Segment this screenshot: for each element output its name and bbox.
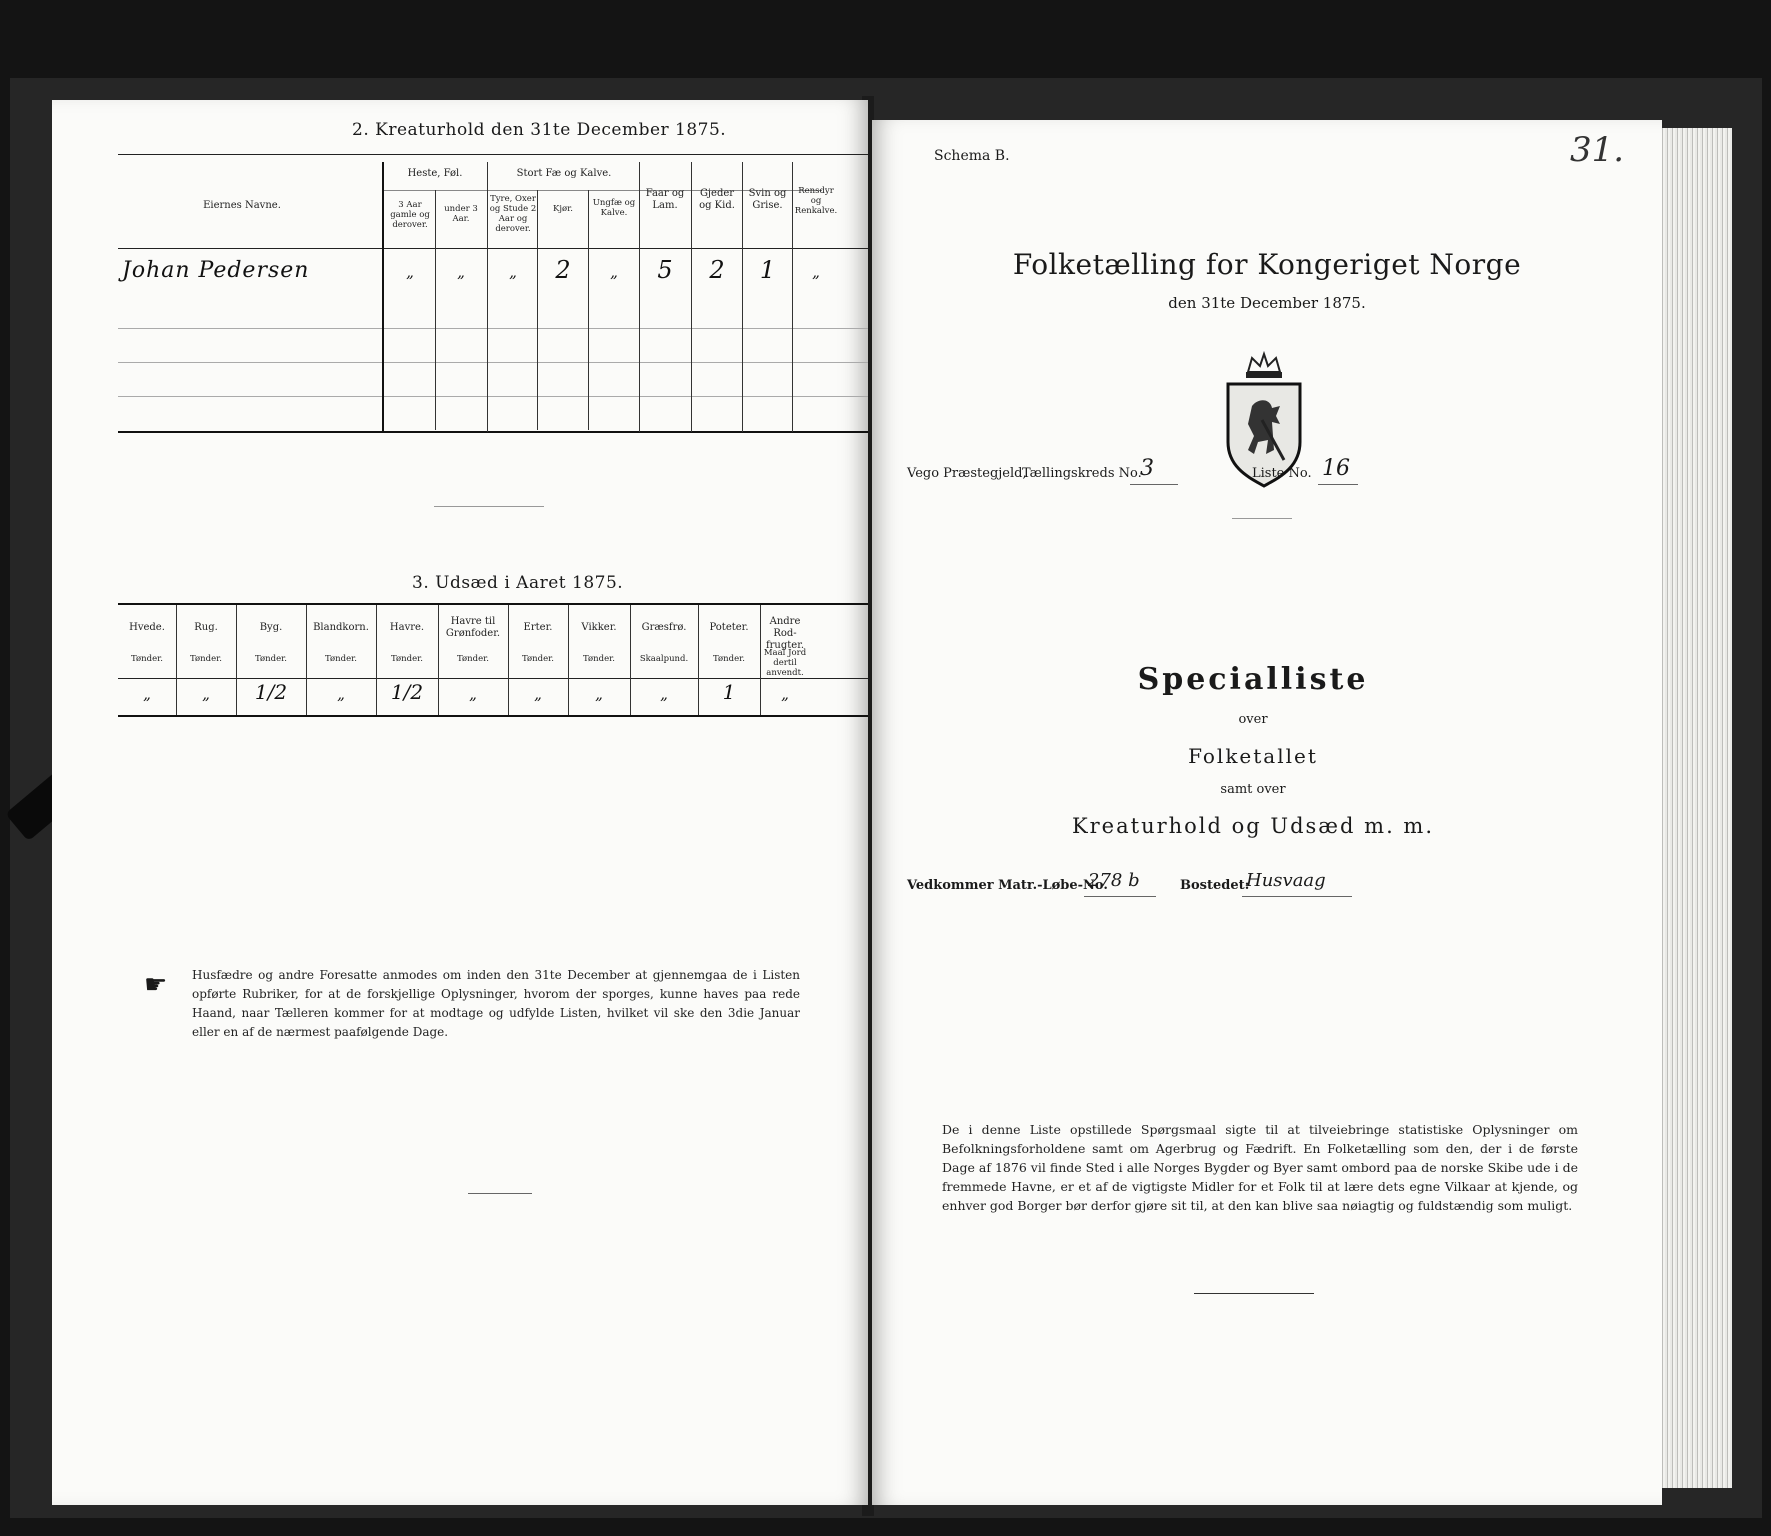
t3-value-10: „ [781,685,789,703]
cell-heste-3aar: „ [406,263,414,281]
t3-header-7: Vikker. [581,622,617,633]
cell-rensdyr: „ [812,263,820,281]
t3-value-0: „ [143,685,151,703]
cell-stort-ungfae: „ [610,263,618,281]
prestegjeld: Vego Præstegjeld, [907,466,1027,481]
header-rensdyr: Rensdyr og Renkalve. [794,186,838,216]
t2-header-rule [118,248,868,249]
t3-unit-7: Tønder. [583,654,615,664]
left-page [52,100,868,1505]
t3-unit-9: Tønder. [713,654,745,664]
t3-unit-2: Tønder. [255,654,287,664]
specialliste-title: Specialliste [1137,662,1369,697]
divider [434,506,544,507]
notice-text: Husfædre og andre Foresatte anmodes om inden den 31te December at gjennemgaa de i Listen opførte Rubriker, for at de forskjellige Oplysninger, hvorom der sporges, kunne haves paa rede Haand, naar Tælleren kommer for at modtage og udfylde Listen, hvilket vil ske den 3die Januar eller en af de nærmest paafølgende Dage. [192,968,800,1039]
header-gjeder: Gjeder og Kid. [699,188,735,211]
t3-header-10: Andre Rod-frugter. [765,616,805,651]
t3-header-rule [118,678,868,679]
t3-header-5: Havre til Grønfoder. [445,616,501,639]
t3-unit-10: Maal Jord dertil anvendt. [763,648,807,678]
t3-unit-3: Tønder. [325,654,357,664]
schema-label: Schema B. [934,148,1010,164]
t3-value-1: „ [202,685,210,703]
t3-unit-6: Tønder. [522,654,554,664]
header-heste-3aar: 3 Aar gamle og derover. [390,200,430,230]
footer-text: De i denne Liste opstillede Spørgsmaal sigte til at tilveiebringe statistiske Oplysninger om Befolkningsforholdene samt om Agerbrug og Fædrift. En Folketælling som den, der i de første Dage af 1876 vil finde Sted i alle Norges Bygder og Byer samt ombord paa de norske Skibe ude i de fremmede Havne, er et af de vigtigste Midler for et Folk til at lære dets egne Vilkaar at kjende, og enhver god Borger bør derfor gjøre sit til, at den kan blive saa nøiagtig og fuldstændig som muligt. [942,1122,1578,1213]
t3-value-9: 1 [722,680,736,704]
cell-stort-kjor: 2 [555,256,571,284]
t3-header-3: Blandkorn. [313,622,369,633]
kreds-no: 3 [1140,456,1154,481]
t3-header-2: Byg. [259,622,283,633]
page-edges [1660,128,1732,1488]
kreds-label: Tællingskreds No. [1022,466,1142,481]
header-heste-under: under 3 Aar. [444,204,478,224]
t3-header-8: Græsfrø. [641,622,687,633]
header-owner: Eiernes Navne. [203,200,281,211]
cell-gjeder: 2 [709,256,725,284]
folketallet: Folketallet [1188,744,1318,768]
t3-unit-1: Tønder. [190,654,222,664]
cell-faar: 5 [657,256,673,284]
t3-unit-0: Tønder. [131,654,163,664]
matr-label: Vedkommer Matr.-Løbe-No. [907,878,1108,893]
pointing-hand-icon: ☛ [144,970,168,1000]
t3-value-8: „ [660,685,668,703]
main-date: den 31te December 1875. [1168,294,1366,312]
cell-heste-under: „ [457,263,465,281]
samt-over-label: samt over [1220,782,1286,797]
t3-bottom-rule [118,715,868,717]
t2-bottom-rule [118,431,868,433]
right-page [872,120,1662,1505]
header-stort-kjor: Kjør. [553,204,573,214]
main-title: Folketælling for Kongeriget Norge [1012,248,1522,281]
cell-stort-tyre: „ [509,263,517,281]
header-stort: Stort Fæ og Kalve. [516,168,612,179]
t3-unit-8: Skaalpund. [639,654,689,664]
page-number: 31. [1570,130,1625,170]
t3-header-9: Poteter. [709,622,749,633]
section3-title: 3. Udsæd i Aaret 1875. [412,573,624,593]
cell-svin: 1 [759,256,776,284]
section2-title: 2. Kreaturhold den 31te December 1875. [352,120,727,140]
matr-no: 278 b [1088,870,1140,891]
t3-header-6: Erter. [523,622,553,633]
t3-top-rule [118,603,868,605]
t3-value-4: 1/2 [390,680,424,704]
t3-value-5: „ [469,685,477,703]
kreaturhold-title: Kreaturhold og Udsæd m. m. [1071,814,1435,838]
t3-unit-5: Tønder. [457,654,489,664]
t3-unit-4: Tønder. [391,654,423,664]
t3-header-1: Rug. [194,622,218,633]
liste-no: 16 [1322,456,1350,481]
over-label: over [1238,712,1268,727]
t3-value-2: 1/2 [254,680,288,704]
header-heste: Heste, Føl. [407,168,463,179]
bosted-value: Husvaag [1246,870,1326,891]
owner-name: Johan Pedersen [122,258,310,283]
header-stort-ungfae: Ungfæ og Kalve. [592,198,636,218]
liste-label: Liste No. [1252,466,1312,481]
bosted-label: Bostedet: [1180,878,1250,893]
header-svin: Svin og Grise. [748,188,787,211]
t3-value-3: „ [337,685,345,703]
t3-header-4: Havre. [389,622,425,633]
t3-header-0: Hvede. [129,622,165,633]
t3-value-6: „ [534,685,542,703]
t3-value-7: „ [595,685,603,703]
t2-top-rule [118,154,868,155]
header-faar: Faar og Lam. [645,188,685,211]
header-stort-tyre: Tyre, Oxer og Stude 2 Aar og derover. [489,194,537,234]
